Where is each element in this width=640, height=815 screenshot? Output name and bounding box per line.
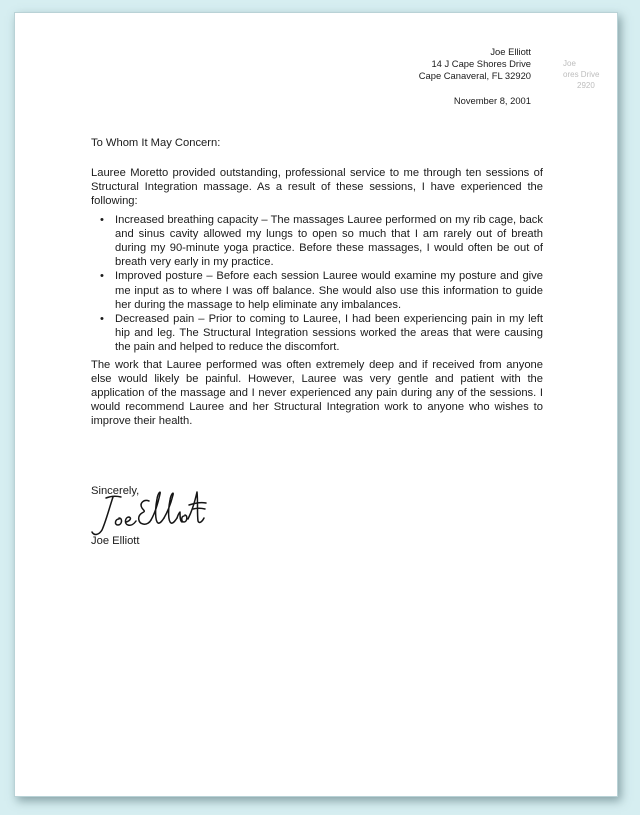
letter-page (14, 12, 618, 797)
sender-address (419, 46, 531, 83)
letter-date: November 8, 2001 (453, 95, 531, 106)
bleed-through-line: 2920 (577, 81, 595, 90)
closing: Sincerely, (91, 485, 140, 497)
signer-name: Joe Elliott (91, 535, 140, 547)
letter-body (91, 166, 543, 429)
list-item-text: Increased breathing capacity – The massages Lauree performed on my rib cage, back and sinus cavity allowed my lungs to open so much that I am rarely out of breath during my 90-minute yoga practice. Before these massages, I would often be out of breath very early in my practice. (115, 213, 543, 269)
list-item-text: Improved posture – Before each session Lauree would examine my posture and give me input as to where I was off balance. She would also use this information to guide her during the massage to help eliminate any imbalances. (115, 270, 543, 311)
list-item (91, 269, 543, 312)
letter-content (15, 13, 617, 796)
bleed-through-text (563, 58, 599, 91)
intro-paragraph: Lauree Moretto provided outstanding, professional service to me through ten sessions of Structural Integration massage. As a result of these sessions, I have experienced the following: (91, 167, 543, 208)
sender-name: Joe Elliott (490, 46, 531, 57)
bullet-icon: • (100, 270, 104, 283)
bullet-icon: • (100, 313, 104, 326)
bullet-icon: • (100, 213, 104, 226)
salutation: To Whom It May Concern: (91, 137, 221, 149)
list-item (91, 312, 543, 355)
bleed-through-line: Joe (563, 59, 576, 68)
list-item (91, 213, 543, 270)
conclusion-paragraph: The work that Lauree performed was often extremely deep and if received from anyone else would likely be painful. However, Lauree was very gentle and patient with the application of the massage and I never experienced any pain during any of the sessions. I would recommend Lauree and her Structural Integration work to anyone who wishes to improve their health. (91, 358, 543, 428)
list-item-text: Decreased pain – Prior to coming to Lauree, I had been experiencing pain in my left hip and leg. The Structural Integration sessions worked the areas that were causing the pain and helped to reduce the discomfort. (115, 313, 543, 354)
bleed-through-line: ores Drive (563, 70, 600, 79)
benefits-list (91, 213, 543, 355)
sender-street: 14 J Cape Shores Drive (431, 58, 531, 70)
sender-city: Cape Canaveral, FL 32920 (418, 70, 531, 82)
